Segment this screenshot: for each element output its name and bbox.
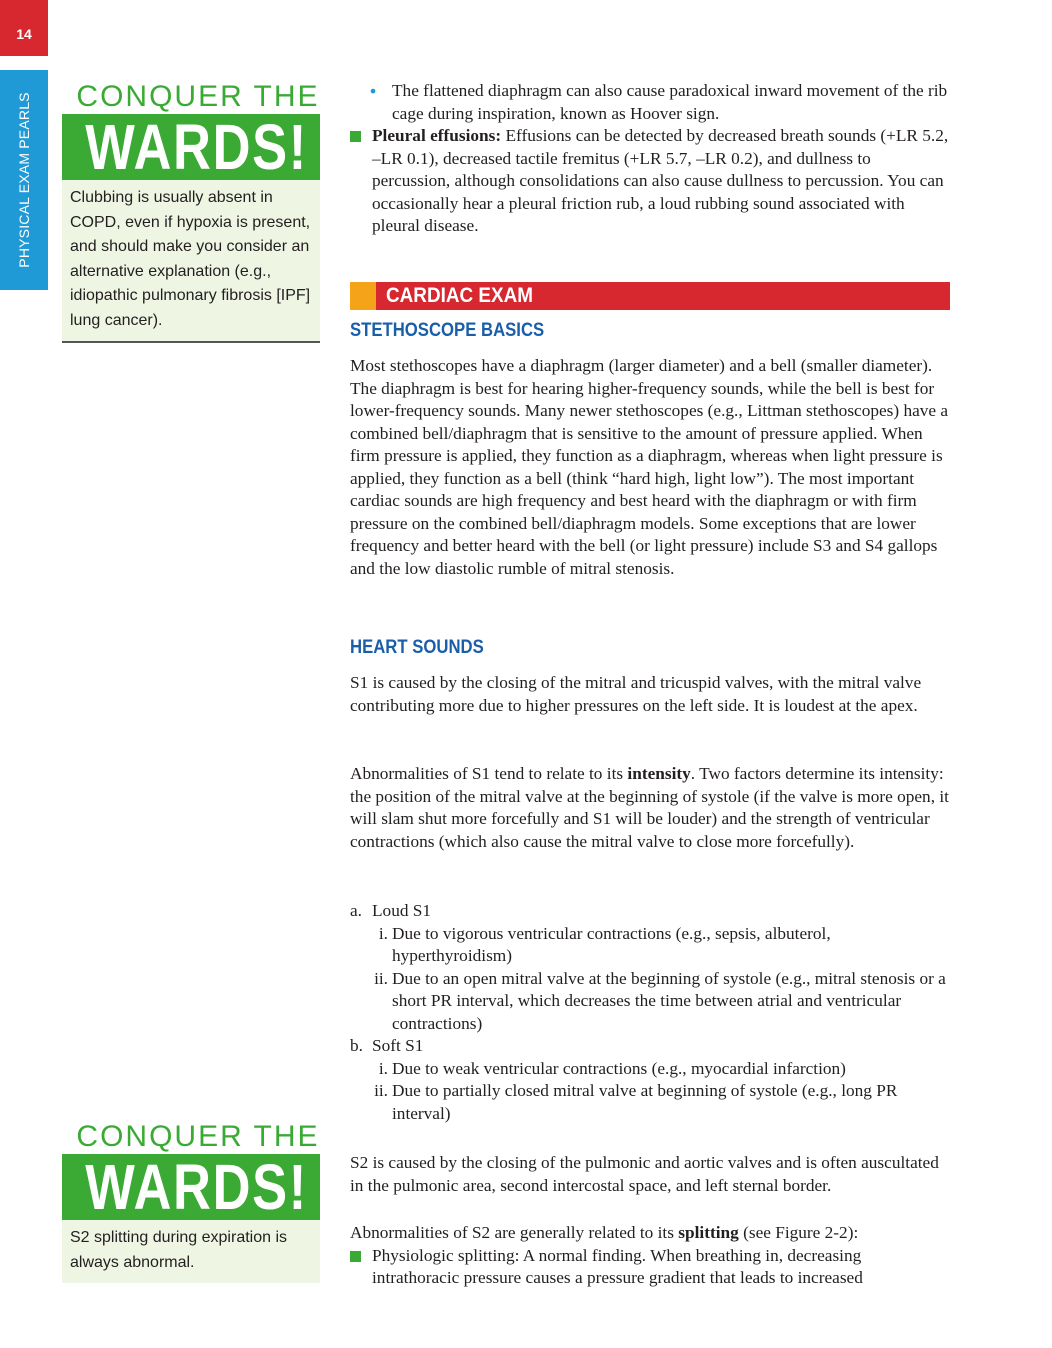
conquer-wards-box xyxy=(62,1120,320,1283)
list-marker: b. xyxy=(350,1036,363,1055)
list-item xyxy=(350,1035,950,1058)
stethoscope-text: Most stethoscopes have a diaphragm (larger diameter) and a bell (smaller diameter). The diaphragm is best for hearing higher-frequency sounds, while the bell is best for lower-frequency sounds. Many newer stethoscopes (e.g., Littman stethoscopes) have a combined bell/diaphragm that is sensitive to the amount of pressure applied. When firm pressure is applied, they function as a diaphragm, whereas when light pressure is applied, they function as a bell (think “hard high, light low”). The most important cardiac sounds are high frequency and best heard with the diaphragm or with firm pressure on the combined bell/diaphragm models. Some exceptions that are lower frequency and better heard with the bell (or light pressure) include S3 and S4 gallops and the low diastolic rumble of mitral stenosis. xyxy=(350,356,949,578)
intensity-bold: intensity xyxy=(627,764,691,783)
list-text: Due to partially closed mitral valve at beginning of systole (e.g., long PR interval) xyxy=(392,1081,898,1123)
list-text: Soft S1 xyxy=(372,1036,424,1055)
list-text: Due to vigorous ventricular contractions (e.g., sepsis, albuterol, hyperthyroidism) xyxy=(392,923,831,965)
s2-block xyxy=(350,1152,950,1197)
page-number: 14 xyxy=(16,26,32,42)
section-header-bar xyxy=(350,282,950,310)
side-tab-label: PHYSICAL EXAM PEARLS xyxy=(16,92,32,268)
bullet-item xyxy=(350,80,950,125)
square-bullet-icon xyxy=(350,1251,361,1262)
wards-banner-text: WARDS! xyxy=(85,114,308,180)
s2-paragraph: S2 is caused by the closing of the pulmonic and aortic valves and is often auscultated in the pulmonic area, second intercostal space, and left sternal border. xyxy=(350,1153,939,1195)
list-marker: ii. xyxy=(374,1081,388,1100)
conquer-heading: CONQUER THE xyxy=(76,80,320,113)
list-text: Loud S1 xyxy=(372,901,432,920)
stethoscope-heading: STETHOSCOPE BASICS xyxy=(350,320,545,341)
wards-banner xyxy=(62,114,320,180)
list-marker: i. xyxy=(378,923,388,943)
s1-abnormal-block xyxy=(350,763,950,853)
wards-tip-text: Clubbing is usually absent in COPD, even if hypoxia is present, and should make you consider an alternative explanation (e.g., idiopathic pulmonary fibrosis [IPF] lung cancer). xyxy=(62,180,320,343)
list-subitem xyxy=(350,923,950,968)
list-text: Due to an open mitral valve at the beginning of systole (e.g., mitral stenosis or a short PR interval, which decreases the time between atrial and ventricular contractions) xyxy=(392,968,946,1033)
list-subitem xyxy=(350,1058,950,1081)
stethoscope-paragraph xyxy=(350,355,950,580)
s1-abnormal-text-rest: . Two factors determine its intensity: the position of the mitral valve at the beginning of systole (if the valve is more open, it will slam shut more forcefully and S1 will be louder) and the strength of ventricular contractions (which also cause the mitral valve to close more forcefully). xyxy=(350,764,949,851)
conquer-heading: CONQUER THE xyxy=(76,1120,320,1153)
s1-abnormal-text: Abnormalities of S1 tend to relate to its xyxy=(350,764,628,783)
s1-paragraph: S1 is caused by the closing of the mitral and tricuspid valves, with the mitral valve contributing more due to higher pressures on the left side. It is loudest at the apex. xyxy=(350,673,922,715)
s2-abnormal-text-rest: (see Figure 2-2): xyxy=(738,1223,859,1242)
splitting-bold: splitting xyxy=(678,1223,739,1242)
list-marker: ii. xyxy=(374,968,388,988)
s1-abnormal-paragraph xyxy=(350,763,950,853)
physiologic-splitting-item xyxy=(350,1245,950,1290)
s2-abnormal-paragraph xyxy=(350,1222,950,1245)
section-title: CARDIAC EXAM xyxy=(386,284,534,307)
wards-tip-text: S2 splitting during expiration is always abnormal. xyxy=(62,1220,320,1283)
bullet-text: The flattened diaphragm can also cause paradoxical inward movement of the rib cage during inspiration, known as Hoover sign. xyxy=(392,81,948,123)
list-marker: i. xyxy=(378,1058,388,1078)
conquer-wards-box xyxy=(62,80,320,343)
s2-abnormal-text: Abnormalities of S2 are generally related to its xyxy=(350,1223,679,1242)
effusion-paragraph xyxy=(372,125,950,238)
list-item xyxy=(350,900,950,923)
wards-banner-text: WARDS! xyxy=(85,1154,308,1220)
bullet-dot-icon: • xyxy=(370,81,377,101)
effusion-label: Pleural effusions: xyxy=(372,126,502,145)
heart-sounds-block xyxy=(350,672,950,717)
effusion-text: Effusions can be detected by decreased breath sounds (+LR 5.2, –LR 0.1), decreased tactile fremitus (+LR 5.7, –LR 0.2), and dullness to percussion, although consolidations can also cause dullness to percussion. You can occasionally hear a pleural friction rub, a loud rubbing sound associated with pleural disease. xyxy=(372,126,949,235)
intro-block xyxy=(350,80,950,238)
wards-banner xyxy=(62,1154,320,1220)
physiologic-splitting-text: Physiologic splitting: A normal finding. When breathing in, decreasing intrathoracic pressure causes a pressure gradient that leads to increased xyxy=(372,1245,863,1287)
s1-list xyxy=(350,900,950,1125)
s2-abnormal-block xyxy=(350,1222,950,1290)
effusion-item xyxy=(350,125,950,238)
list-text: Due to weak ventricular contractions (e.g., myocardial infarction) xyxy=(392,1058,846,1078)
heart-sounds-heading: HEART SOUNDS xyxy=(350,637,484,658)
list-subitem xyxy=(350,1080,950,1125)
square-bullet-icon xyxy=(350,131,361,142)
list-marker: a. xyxy=(350,901,362,920)
section-accent xyxy=(350,282,376,310)
list-subitem xyxy=(350,968,950,1036)
